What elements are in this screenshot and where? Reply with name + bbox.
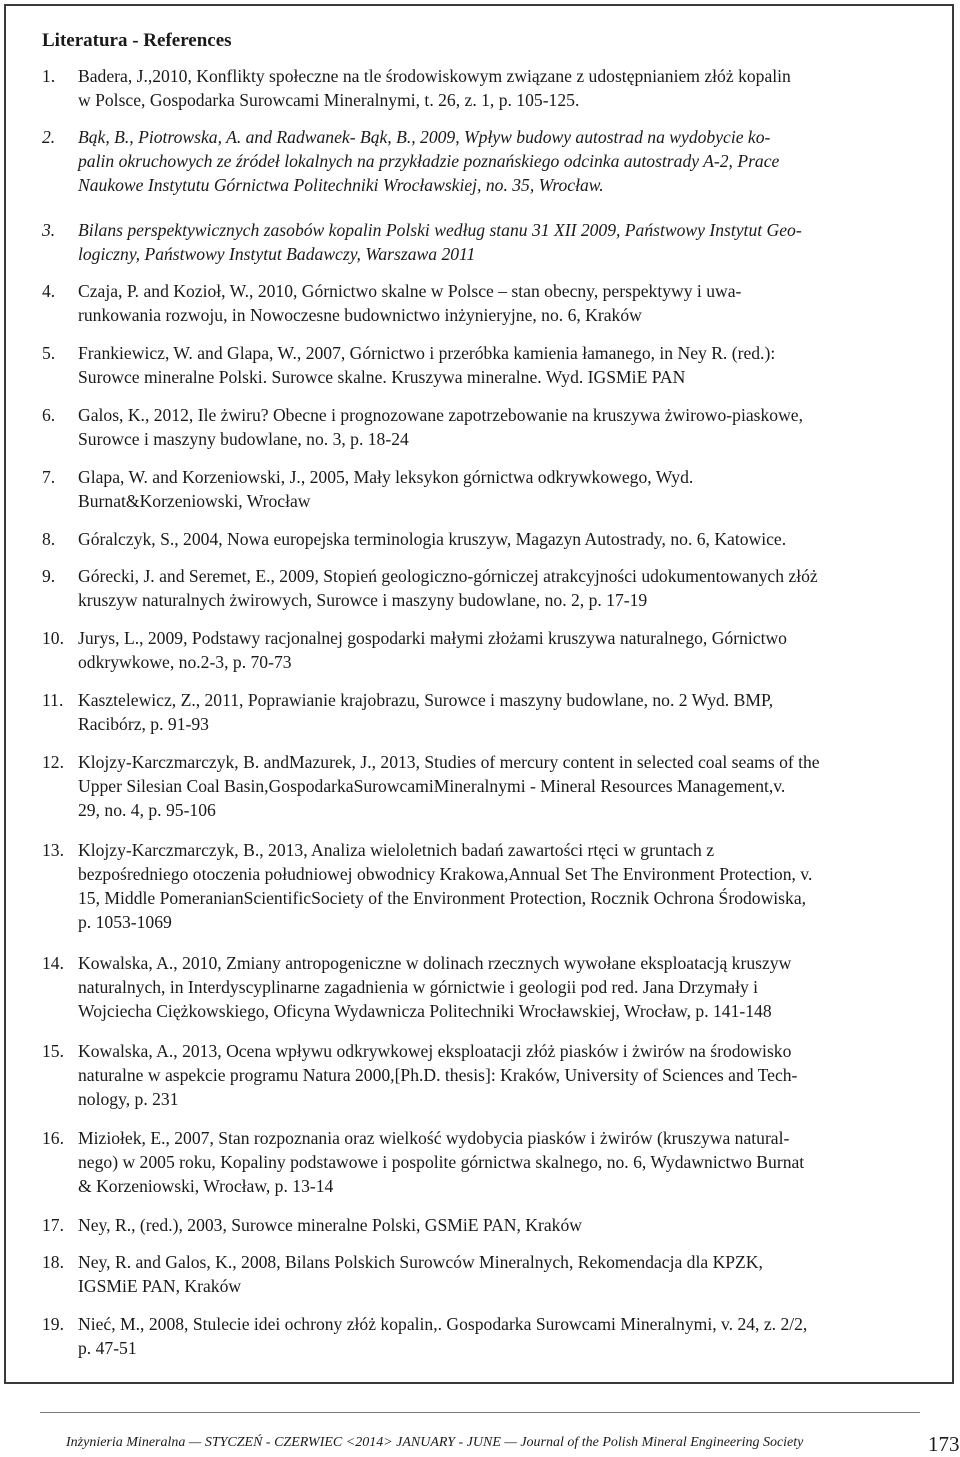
reference-number: 7. <box>42 467 56 487</box>
reference-number: 11. <box>42 690 64 710</box>
reference-number: 1. <box>42 66 56 86</box>
reference-line: IGSMiE PAN, Kraków <box>78 1276 242 1296</box>
reference-line: Surowce mineralne Polski. Surowce skalne. Kruszywa mineralne. Wyd. IGSMiE PAN <box>78 367 686 387</box>
reference-line: Badera, J.,2010, Konflikty społeczne na tle środowiskowym związane z udostępnianiem złóż kopalin <box>78 66 791 86</box>
reference-line: Górecki, J. and Seremet, E., 2009, Stopień geologiczno-górniczej atrakcyjności udokumentowanych złóż <box>78 566 818 586</box>
reference-line: Jurys, L., 2009, Podstawy racjonalnej gospodarki małymi złożami kruszywa naturalnego, Górnictwo <box>78 628 787 648</box>
reference-line: Nieć, M., 2008, Stulecie idei ochrony złóż kopalin,. Gospodarka Surowcami Mineralnymi, v. 24, z. 2/2, <box>78 1314 808 1334</box>
reference-item-11 <box>42 688 932 736</box>
reference-line: Klojzy-Karczmarczyk, B. andMazurek, J., 2013, Studies of mercury content in selected coal seams of the <box>78 752 820 772</box>
footer-divider <box>40 1412 920 1413</box>
reference-item-1 <box>42 64 932 112</box>
reference-item-13 <box>42 838 932 934</box>
reference-item-17 <box>42 1213 932 1237</box>
reference-line: kruszyw naturalnych żwirowych, Surowce i maszyny budowlane, no. 2, p. 17-19 <box>78 590 648 610</box>
reference-item-5 <box>42 341 932 389</box>
reference-line: Glapa, W. and Korzeniowski, J., 2005, Mały leksykon górnictwa odkrywkowego, Wyd. <box>78 467 694 487</box>
reference-line: Ney, R. and Galos, K., 2008, Bilans Polskich Surowców Mineralnych, Rekomendacja dla KPZK, <box>78 1252 763 1272</box>
reference-item-9 <box>42 564 932 612</box>
reference-number: 10. <box>42 628 64 648</box>
reference-item-4 <box>42 279 932 327</box>
reference-line: Ney, R., (red.), 2003, Surowce mineralne Polski, GSMiE PAN, Kraków <box>78 1215 582 1235</box>
reference-line: bezpośredniego otoczenia południowej obwodnicy Krakowa,Annual Set The Environment Protection, v. <box>78 864 813 884</box>
reference-line: Burnat&Korzeniowski, Wrocław <box>78 491 311 511</box>
reference-item-10 <box>42 626 932 674</box>
reference-item-6 <box>42 403 932 451</box>
reference-line: nology, p. 231 <box>78 1089 179 1109</box>
reference-number: 16. <box>42 1128 64 1148</box>
reference-number: 3. <box>42 220 56 240</box>
reference-line: Naukowe Instytutu Górnictwa Politechniki Wrocławskiej, no. 35, Wrocław. <box>78 175 604 195</box>
reference-item-16 <box>42 1126 932 1198</box>
reference-item-7 <box>42 465 932 513</box>
reference-line: Bilans perspektywicznych zasobów kopalin Polski według stanu 31 XII 2009, Państwowy Instytut Geo- <box>78 220 802 240</box>
reference-item-8 <box>42 527 932 551</box>
reference-line: p. 47-51 <box>78 1338 137 1358</box>
reference-line: Frankiewicz, W. and Glapa, W., 2007, Górnictwo i przeróbka kamienia łamanego, in Ney R. (red.): <box>78 343 776 363</box>
reference-line: Kasztelewicz, Z., 2011, Poprawianie krajobrazu, Surowce i maszyny budowlane, no. 2 Wyd. BMP, <box>78 690 774 710</box>
reference-number: 14. <box>42 953 64 973</box>
reference-line: 29, no. 4, p. 95-106 <box>78 800 216 820</box>
reference-line: naturalnych, in Interdyscyplinarne zagadnienia w górnictwie i geologii pod red. Jana Drzymały i <box>78 977 759 997</box>
reference-line: Wojciecha Ciężkowskiego, Oficyna Wydawnicza Politechniki Wrocławskiej, Wrocław, p. 141-148 <box>78 1001 772 1021</box>
references-heading: Literatura - References <box>42 30 232 51</box>
reference-number: 6. <box>42 405 56 425</box>
reference-number: 5. <box>42 343 56 363</box>
reference-number: 13. <box>42 840 64 860</box>
reference-line: Miziołek, E., 2007, Stan rozpoznania oraz wielkość wydobycia piasków i żwirów (kruszywa natural- <box>78 1128 790 1148</box>
reference-line: Galos, K., 2012, Ile żwiru? Obecne i prognozowane zapotrzebowanie na kruszywa żwirowo-piaskowe, <box>78 405 803 425</box>
reference-number: 8. <box>42 529 56 549</box>
reference-line: Bąk, B., Piotrowska, A. and Radwanek- Bąk, B., 2009, Wpływ budowy autostrad na wydobycie ko- <box>78 127 771 147</box>
reference-line: odkrywkowe, no.2-3, p. 70-73 <box>78 652 292 672</box>
reference-number: 19. <box>42 1314 64 1334</box>
reference-line: logiczny, Państwowy Instytut Badawczy, Warszawa 2011 <box>78 244 476 264</box>
reference-line: naturalne w aspekcie programu Natura 2000,[Ph.D. thesis]: Kraków, University of Sciences and Tech- <box>78 1065 798 1085</box>
reference-number: 15. <box>42 1041 64 1061</box>
reference-line: Klojzy-Karczmarczyk, B., 2013, Analiza wieloletnich badań zawartości rtęci w gruntach z <box>78 840 715 860</box>
reference-line: p. 1053-1069 <box>78 912 172 932</box>
reference-line: Surowce i maszyny budowlane, no. 3, p. 18-24 <box>78 429 409 449</box>
reference-number: 2. <box>42 127 56 147</box>
reference-number: 9. <box>42 566 56 586</box>
reference-number: 18. <box>42 1252 64 1272</box>
reference-number: 17. <box>42 1215 64 1235</box>
reference-line: Upper Silesian Coal Basin,GospodarkaSurowcamiMineralnymi - Mineral Resources Management,v. <box>78 776 786 796</box>
page-footer <box>0 1384 960 1455</box>
reference-line: w Polsce, Gospodarka Surowcami Mineralnymi, t. 26, z. 1, p. 105-125. <box>78 90 580 110</box>
reference-item-2 <box>42 125 932 197</box>
reference-line: Góralczyk, S., 2004, Nowa europejska terminologia kruszyw, Magazyn Autostrady, no. 6, Katowice. <box>78 529 787 549</box>
reference-line: Kowalska, A., 2010, Zmiany antropogeniczne w dolinach rzecznych wywołane eksploatacją kruszyw <box>78 953 792 973</box>
reference-item-15 <box>42 1039 932 1111</box>
reference-item-19 <box>42 1312 932 1360</box>
reference-number: 12. <box>42 752 64 772</box>
reference-item-12 <box>42 750 932 822</box>
reference-item-14 <box>42 951 932 1023</box>
reference-number: 4. <box>42 281 56 301</box>
page-number: 173 <box>928 1432 960 1456</box>
reference-line: 15, Middle PomeranianScientificSociety of the Environment Protection, Rocznik Ochrona Środowiska, <box>78 888 807 908</box>
reference-line: & Korzeniowski, Wrocław, p. 13-14 <box>78 1176 334 1196</box>
journal-footer-text: Inżynieria Mineralna — STYCZEŃ - CZERWIEC <2014> JANUARY - JUNE — Journal of the Polish Mineral Engineering Society <box>66 1435 804 1450</box>
reference-line: palin okruchowych ze źródeł lokalnych na przykładzie poznańskiego odcinka autostrady A-2, Prace <box>78 151 780 171</box>
reference-item-18 <box>42 1250 932 1298</box>
reference-line: nego) w 2005 roku, Kopaliny podstawowe i pospolite górnictwa skalnego, no. 6, Wydawnictwo Burnat <box>78 1152 805 1172</box>
reference-line: runkowania rozwoju, in Nowoczesne budownictwo inżynieryjne, no. 6, Kraków <box>78 305 642 325</box>
reference-line: Racibórz, p. 91-93 <box>78 714 209 734</box>
reference-line: Czaja, P. and Kozioł, W., 2010, Górnictwo skalne w Polsce – stan obecny, perspektywy i uwa- <box>78 281 742 301</box>
reference-line: Kowalska, A., 2013, Ocena wpływu odkrywkowej eksploatacji złóż piasków i żwirów na środowisko <box>78 1041 792 1061</box>
reference-item-3 <box>42 218 932 266</box>
